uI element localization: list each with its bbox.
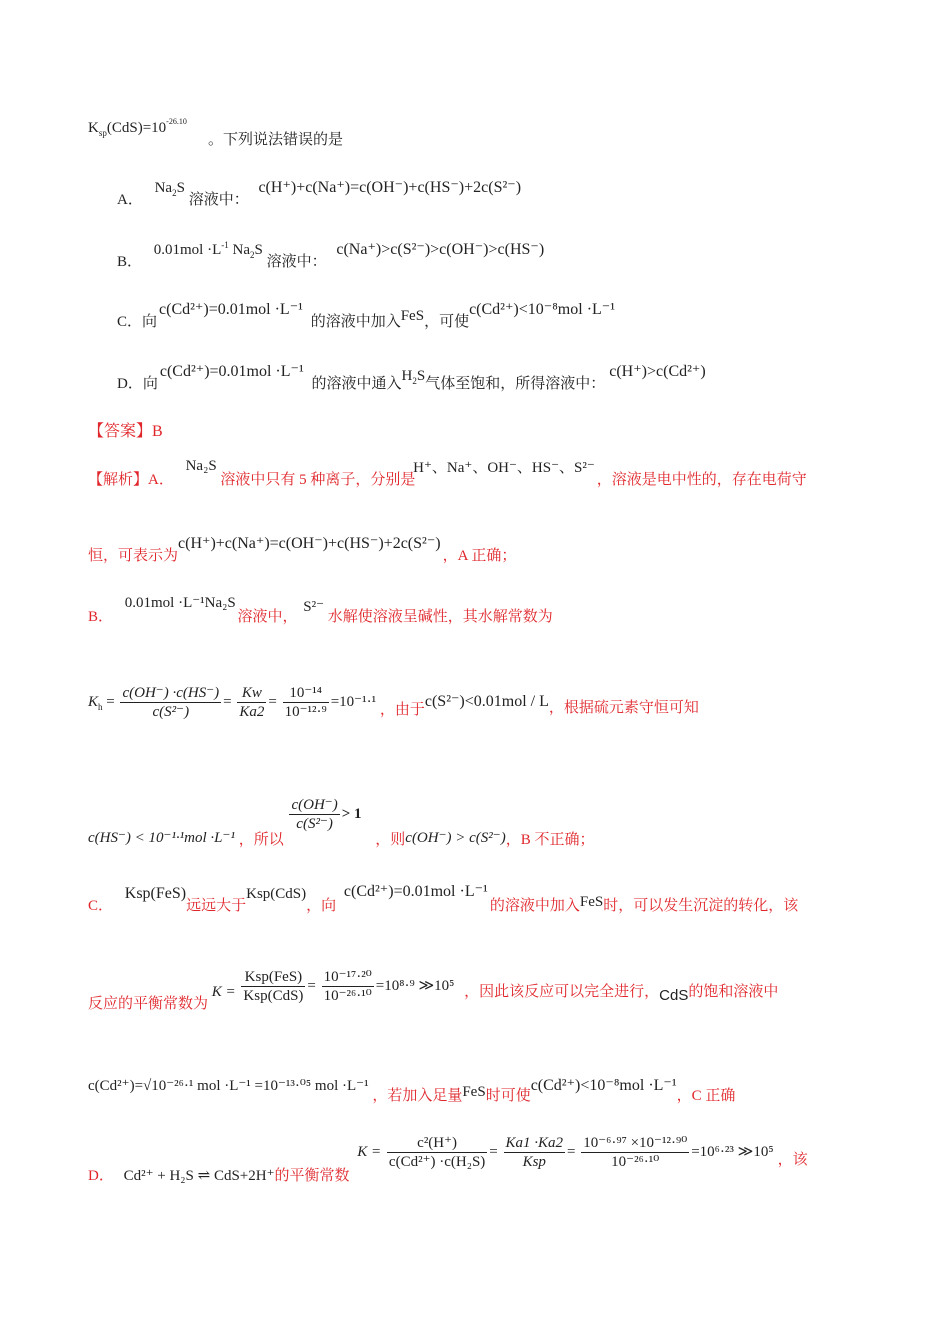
ksp-formula: (CdS)=10 <box>106 120 167 136</box>
d-reaction: Cd²⁺ + H₂S ⇌ CdS+2H⁺ <box>123 1167 275 1184</box>
option-b-species-tail: S <box>254 242 263 258</box>
option-a-text: 溶液中： <box>188 192 249 208</box>
option-b <box>117 240 545 270</box>
d-k-num2: Ka1 ·Ka2 <box>505 1135 564 1151</box>
analysis-b-ion: S²⁻ <box>303 599 325 615</box>
option-d-reagent-sub: 2 <box>412 376 417 386</box>
kh-fraction-3 <box>283 684 329 721</box>
kh-fraction-2 <box>237 684 266 721</box>
hs-bound: c(HS⁻) < 10⁻¹·¹mol ·L⁻¹ <box>88 829 235 846</box>
analysis-c-eq: c(Cd²⁺)<10⁻⁸mol ·L⁻¹ <box>530 1077 677 1094</box>
analysis-c-line2: 反应的平衡常数为 K = $\frac{\text{Ksp(FeS)}}{\text{Ksp(CdS)}}$ = $\frac{\text{10⁻¹⁷·²⁰}}{\text{10⁻²⁶·¹⁰}}$ =10⁸·⁹ ≫10⁵ ，因此该反应可以完全进行，CdS的饱和溶液中 <box>88 969 779 1012</box>
question-text: 。下列说法错误的是 <box>208 132 344 148</box>
option-b-text: 溶液中： <box>266 254 327 270</box>
oh-s-fraction <box>289 796 339 833</box>
option-c-reagent: FeS <box>400 308 425 324</box>
option-b-species: Na <box>232 242 251 258</box>
analysis-d-label: D． <box>88 1167 114 1184</box>
cd-concentration: c(Cd²⁺)=√10⁻²⁶·¹ mol ·L⁻¹ =10⁻¹³·⁰⁵ mol ·L⁻¹ <box>88 1078 369 1094</box>
analysis-b-text1: 溶液中， <box>237 609 298 625</box>
oh-s-num: c(OH⁻) <box>291 797 338 813</box>
kh-num2: Kw <box>237 684 266 703</box>
analysis-a-ions: H⁺、Na⁺、OH⁻、HS⁻、S²⁻ <box>413 460 595 476</box>
analysis-b-line1 <box>88 595 553 627</box>
analysis-c-label: C． <box>88 898 114 914</box>
analysis-b-text4: ，根据硫元素守恒可知 <box>548 699 699 716</box>
oh-gt-s: c(OH⁻) > c(S²⁻) <box>405 829 506 846</box>
c-k-num1: Ksp(FeS) <box>241 968 305 987</box>
analysis-c-text2: ，向 <box>306 898 337 914</box>
kh-num1: c(OH⁻) ·c(HS⁻) <box>122 685 220 701</box>
analysis-a-line2 <box>88 535 517 566</box>
analysis-c-text6: ，因此该反应可以完全进行， <box>464 983 660 1000</box>
answer: 【答案】B <box>88 423 163 440</box>
analysis-c-line3 <box>88 1076 736 1104</box>
analysis-c-cond: c(Cd²⁺)=0.01mol ·L⁻¹ <box>343 883 488 900</box>
d-k-den2: Ksp <box>522 1154 546 1170</box>
d-k-fraction-3 <box>581 1134 689 1171</box>
option-d-equation: c(H⁺)>c(Cd²⁺) <box>609 363 706 380</box>
analysis-b-kh-formula: $K_h$ = $\frac{c(OH^-) \cdot c(HS^-)}{\text{c(S²⁻)}}$ = $\frac{Kw}{Ka2}$ = $\frac{\text{10⁻¹⁴}}{\text{10⁻¹²·⁹}}$ =10⁻¹·¹ ，由于c(S²⁻)<0.01mol / L，根据硫元素守恒可知 <box>88 685 699 720</box>
analysis-c-text8: ，若加入足量 <box>372 1088 463 1104</box>
analysis-a-text3: 恒，可表示为 <box>88 548 179 564</box>
option-a-equation: c(H⁺)+c(Na⁺)=c(OH⁻)+c(HS⁻)+2c(S²⁻) <box>258 179 522 196</box>
option-b-label: B． <box>117 254 143 270</box>
option-d <box>117 362 706 392</box>
kh-num3: 10⁻¹⁴ <box>283 684 329 703</box>
kh-symbol: K <box>88 693 99 710</box>
analysis-a-text1: 溶液中只有 5 种离子，分别是 <box>220 472 416 488</box>
ksp-cds: Ksp(CdS) <box>246 886 307 902</box>
option-c <box>117 300 616 330</box>
c-k-den1: Ksp(CdS) <box>243 988 304 1004</box>
kh-fraction-1 <box>120 684 221 721</box>
analysis-label: 【解析】A． <box>88 472 174 488</box>
analysis-b-text3: ，由于 <box>379 701 425 718</box>
analysis-c-line1 <box>88 883 799 916</box>
option-a-species-sub: 2 <box>172 188 177 198</box>
analysis-c-text9: 时可使 <box>485 1088 531 1104</box>
analysis-c-text5: 反应的平衡常数为 <box>88 995 209 1012</box>
ksp-symbol: K <box>88 120 99 136</box>
ksp-fes: Ksp(FeS) <box>124 885 187 902</box>
analysis-d-text2: ，该 <box>777 1151 808 1168</box>
option-a-species: Na <box>154 180 173 196</box>
option-d-text1: 的溶液中通入 <box>311 376 402 392</box>
analysis-b-text2: 水解使溶液呈碱性，其水解常数为 <box>327 609 553 625</box>
oh-s-den: c(S²⁻) <box>296 816 333 832</box>
kh-result: =10⁻¹·¹ <box>330 693 377 710</box>
c-k-result: =10⁸·⁹ ≫10⁵ <box>375 977 455 994</box>
kh-den1: c(S²⁻) <box>152 704 190 720</box>
c-k-symbol: K = <box>211 983 236 1000</box>
d-k-fraction-2 <box>504 1134 566 1171</box>
option-d-label: D．向 <box>117 376 158 392</box>
analysis-b-text5: ，所以 <box>238 831 284 848</box>
kh-sub: h <box>98 701 103 712</box>
option-c-label: C．向 <box>117 314 158 330</box>
analysis-c-reagent: FeS <box>579 894 604 910</box>
option-a-label: A． <box>117 192 143 208</box>
analysis-b-compare: c(S²⁻)<0.01mol / L <box>424 692 549 710</box>
analysis-b-text7: ，B 不正确； <box>505 831 595 848</box>
analysis-b-label: B． <box>88 609 114 625</box>
analysis-c-text10: ，C 正确 <box>676 1088 736 1104</box>
analysis-c-reagent2: FeS <box>462 1084 486 1100</box>
analysis-a-text4: ，A 正确； <box>442 548 517 564</box>
analysis-a-species: Na₂S <box>185 458 217 474</box>
d-k-den1: c(Cd²⁺) ·c(H₂S) <box>388 1154 486 1170</box>
option-d-condition: c(Cd²⁺)=0.01mol ·L⁻¹ <box>159 363 304 380</box>
analysis-c-text4: 时，可以发生沉淀的转化，该 <box>603 898 799 914</box>
option-a-species-tail: S <box>176 180 185 196</box>
analysis-d-line: D． Cd²⁺ + H₂S ⇌ CdS+2H⁺的平衡常数 K = $\frac{\text{c²(H⁺)}}{\text{c(Cd²⁺) ·c(H₂S)}}$ = $\frac{Ka1 \cdot Ka2}{\text{Ksp}}$ = $\frac{\text{10⁻⁶·⁹⁷ ×10⁻¹²·⁹⁰}}{\text{10⁻²⁶·¹⁰}}$ =10⁶·²³ ≫10⁵ ，该 <box>88 1135 808 1184</box>
c-k-fraction-2 <box>322 968 374 1005</box>
option-c-text2: ，可使 <box>424 314 470 330</box>
option-d-text2: 气体至饱和，所得溶液中： <box>425 376 606 392</box>
option-c-text1: 的溶液中加入 <box>310 314 401 330</box>
ksp-sub: sp <box>98 128 107 138</box>
analysis-d-text1: 的平衡常数 <box>274 1167 350 1184</box>
oh-s-gt: > 1 <box>341 805 362 822</box>
intro-line <box>88 118 187 138</box>
d-k-num3: 10⁻⁶·⁹⁷ ×10⁻¹²·⁹⁰ <box>583 1135 688 1151</box>
analysis-c-text1: 远远大于 <box>186 898 247 914</box>
analysis-a-text2: ，溶液是电中性的，存在电荷守 <box>596 472 807 488</box>
analysis-a-line1 <box>88 458 807 490</box>
c-k-num2: 10⁻¹⁷·²⁰ <box>323 969 372 985</box>
kh-den2: Ka2 <box>239 704 265 720</box>
ksp-exp: -26.10 <box>166 117 187 126</box>
option-b-equation: c(Na⁺)>c(S²⁻)>c(OH⁻)>c(HS⁻) <box>336 241 545 258</box>
d-k-result: =10⁶·²³ ≫10⁵ <box>691 1143 774 1160</box>
analysis-b-conc: 0.01mol ·L⁻¹Na₂S <box>124 595 236 611</box>
c-k-fraction-1 <box>241 968 305 1005</box>
kh-den3: 10⁻¹²·⁹ <box>284 704 327 720</box>
option-c-condition: c(Cd²⁺)=0.01mol ·L⁻¹ <box>159 301 303 318</box>
d-k-num1: c²(H⁺) <box>387 1134 487 1153</box>
analysis-c-text7: 的饱和溶液中 <box>688 983 779 1000</box>
d-k-symbol: K = <box>357 1143 382 1160</box>
option-a <box>117 178 522 208</box>
option-d-reagent: H <box>401 368 413 384</box>
option-c-equation: c(Cd²⁺)<10⁻⁸mol ·L⁻¹ <box>469 301 616 318</box>
option-b-conc: 0.01mol ·L <box>153 242 222 258</box>
analysis-c-cds: CdS <box>659 986 689 1004</box>
option-b-species-sub: 2 <box>250 250 255 260</box>
c-k-den2: 10⁻²⁶·¹⁰ <box>323 988 372 1004</box>
d-k-fraction-1 <box>387 1134 487 1171</box>
analysis-b-text6: ，则 <box>375 831 406 848</box>
option-b-conc-exp: -1 <box>221 240 229 250</box>
option-d-reagent-tail: S <box>416 368 426 384</box>
analysis-b-line2 <box>88 796 595 848</box>
analysis-a-equation: c(H⁺)+c(Na⁺)=c(OH⁻)+c(HS⁻)+2c(S²⁻) <box>178 535 441 552</box>
d-k-den3: 10⁻²⁶·¹⁰ <box>611 1154 660 1170</box>
analysis-c-text3: 的溶液中加入 <box>489 898 580 914</box>
